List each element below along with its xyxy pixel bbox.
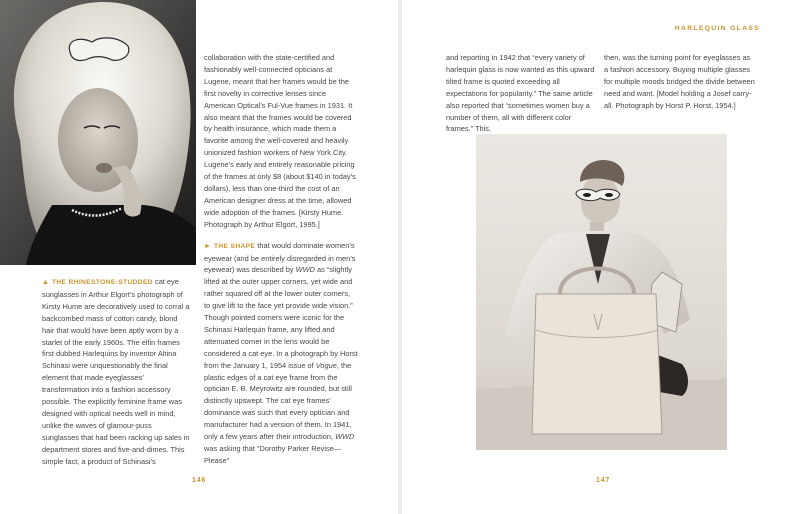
left-page — [0, 0, 398, 514]
caption-column-a — [42, 276, 190, 468]
paragraph-reporting: and reporting in 1942 that “every variety of harlequin glass is now wanted as this upward tilted frame is quoted exceeding all expectations for popularity.” The same article also reported that “sometimes women buy a number of them, all with different color frames.” This, — [446, 53, 595, 134]
horst-photograph — [476, 134, 727, 450]
text-column-c — [446, 52, 600, 135]
shape-text-d: was asking that “Dorothy Parker Revise—Please” — [204, 444, 342, 465]
text-column-d — [604, 52, 756, 112]
arrow-marker-icon: ▲ — [42, 279, 49, 286]
caption-body-a: cat eye sunglasses in Arthur Elgort’s photograph of Kirsty Hume are decoratively used to corral a backcombed mass of cotton candy, blond hair that would have been aptly worn by a starlet of the early 1960s. The elfin frames first dubbed Harlequins by inventor Altina Schinasi were unquestionably the final element that made eyeglasses’ transformation into a fashion accessory possible. The explicitly feminine frame was designed with optical needs well in mind, unlike the waves of glamour-puss sunglasses that had been racking up sales in department stores and five-and-dimes. This simple fact, a product of Schinasi’s — [42, 277, 190, 466]
wwd-title: WWD — [295, 265, 315, 275]
page-number-right: 147 — [596, 477, 611, 484]
paragraph-turning-point: then, was the turning point for eyeglasses as a fashion accessory. Buying multiple glasses for multiple moods bridged the divide between need and want. [Model holding a Josef carry-all. Photograph by Horst P. Horst, 1954.] — [604, 53, 755, 110]
kirsty-hume-illustration — [0, 0, 196, 265]
paragraph-shape — [204, 240, 358, 467]
page-number-left: 146 — [192, 477, 207, 484]
shape-text-c: , the plastic edges of a cat eye frame from the optician E. B. Meyrowitz are rounded, but still distinctly upswept. The cat eye frames’ dominance was such that every optician and manufacturer had a version of them. In 1941, only a few years after their introduction, — [204, 360, 352, 442]
caption-lead-shape: THE SHAPE — [213, 242, 256, 250]
model-with-carryall-illustration — [476, 134, 727, 450]
wwd-title-2: WWD — [335, 432, 355, 442]
arrow-marker-icon: ► — [204, 242, 211, 250]
shape-text-a: that would dominate women’s eyewear (and be entirely disregarded in men’s eyewear) was described by — [204, 240, 356, 275]
vogue-title: Vogue — [315, 360, 337, 370]
kirsty-hume-photograph — [0, 0, 196, 265]
caption-lead-rhinestone: THE RHINESTONE-STUDDED — [51, 279, 153, 286]
shape-text-b: as “slightly lifted at the outer upper corners, yet wide and rather squared off at the lower outer corners, to give lift to the face yet provide wide vision.” Though pointed corners were iconic for the Schinasi Harlequin frame, any lifted and attenuated corner in the lens would be considered a cat eye. In a photograph by Horst from the January 1, 1954 issue of — [204, 265, 358, 370]
running-head: HARLEQUIN GLASS — [674, 25, 760, 32]
text-column-b — [204, 52, 358, 467]
paragraph-lugene: collaboration with the state-certified and fashionably well-connected opticians at Lugene, meant that her frames would be the first novelty in corrective lenses since American Optical’s Ful-Vue frames in 1931. It also meant that the frames would be covered by health insurance, which made them a favorite among the well-covered and heavily unionized fashion workers of New York City. Lugene’s early and entirely reasonable pricing of the frames at only $8 (about $140 in today’s dollars), less than one-third the cost of an American designer dress at the time, allowed wide adoption of the frames. [Kirsty Hume. Photograph by Arthur Elgort, 1995.] — [204, 53, 356, 229]
